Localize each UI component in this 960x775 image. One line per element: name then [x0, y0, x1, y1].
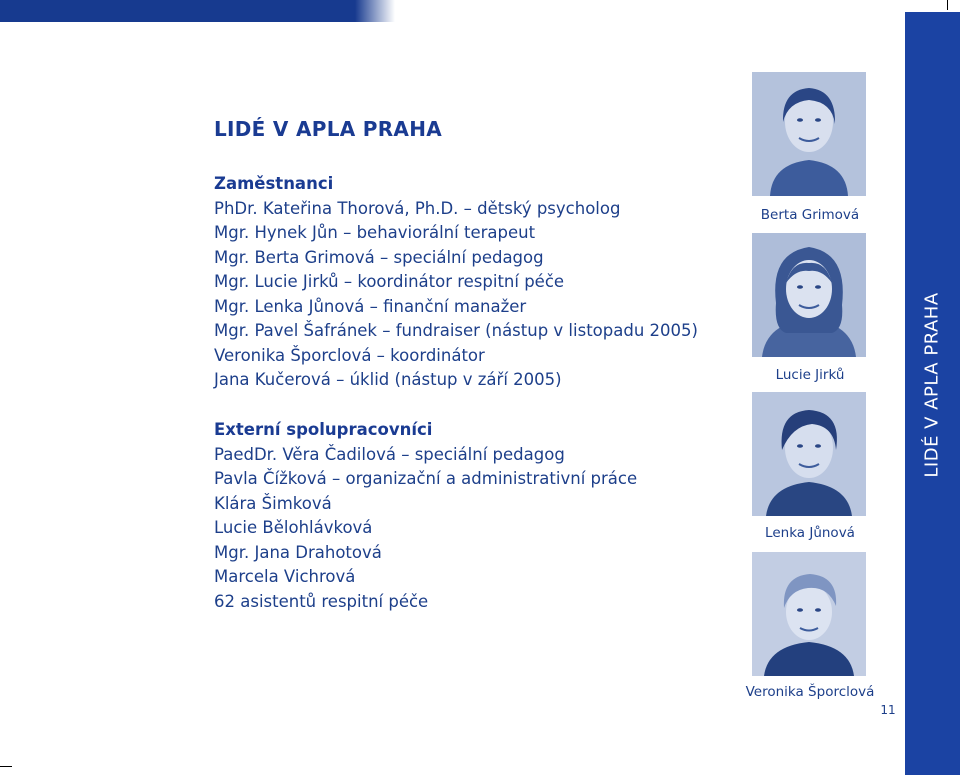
list-item: Pavla Čížková – organizační a administrativní práce — [214, 469, 638, 488]
employees-section — [214, 172, 698, 393]
crop-mark-left — [0, 766, 12, 767]
portrait-photo-lenka-junova — [752, 392, 866, 516]
top-decorative-band — [0, 0, 355, 22]
side-bar-label: LIDÉ V APLA PRAHA — [921, 292, 943, 478]
top-band-fade — [355, 0, 395, 22]
list-item: 62 asistentů respitní péče — [214, 591, 429, 611]
externals-heading: Externí spolupracovníci — [214, 420, 433, 439]
list-item: Mgr. Lucie Jirků – koordinátor respitní péče — [214, 272, 565, 291]
list-item: Mgr. Pavel Šafránek – fundraiser (nástup v listopadu 2005) — [214, 321, 698, 340]
list-item: Jana Kučerová – úklid (nástup v září 2005) — [214, 370, 562, 389]
employees-list — [214, 197, 698, 393]
externals-list — [214, 443, 637, 615]
portrait-photo-lucie-jirku — [752, 233, 866, 357]
list-item: Mgr. Hynek Jůn – behaviorální terapeut — [214, 223, 536, 242]
list-item: Lucie Bělohlávková — [214, 518, 373, 537]
caption-berta-grimova: Berta Grimová — [760, 207, 860, 223]
crop-mark-top — [947, 0, 948, 10]
caption-veronika-sporclova: Veronika Šporclová — [745, 684, 875, 700]
list-item: Mgr. Lenka Jůnová – finanční manažer — [214, 296, 527, 316]
page-title: LIDÉ V APLA PRAHA — [214, 117, 443, 141]
page-number: 11 — [880, 703, 896, 717]
portrait-photo-veronika-sporclova — [752, 552, 866, 676]
externals-section — [214, 418, 637, 614]
list-item: Veronika Šporclová – koordinátor — [214, 345, 485, 365]
employees-heading: Zaměstnanci — [214, 174, 334, 193]
list-item: Mgr. Jana Drahotová — [214, 542, 382, 562]
list-item: Klára Šimková — [214, 493, 332, 513]
list-item: Mgr. Berta Grimová – speciální pedagog — [214, 247, 544, 267]
caption-lucie-jirku: Lucie Jirků — [775, 367, 845, 383]
list-item: Marcela Vichrová — [214, 567, 356, 586]
caption-lenka-junova: Lenka Jůnová — [765, 525, 855, 541]
portrait-photo-berta-grimova — [752, 72, 866, 196]
list-item: PaedDr. Věra Čadilová – speciální pedagog — [214, 444, 565, 464]
list-item: PhDr. Kateřina Thorová, Ph.D. – dětský psycholog — [214, 198, 621, 218]
